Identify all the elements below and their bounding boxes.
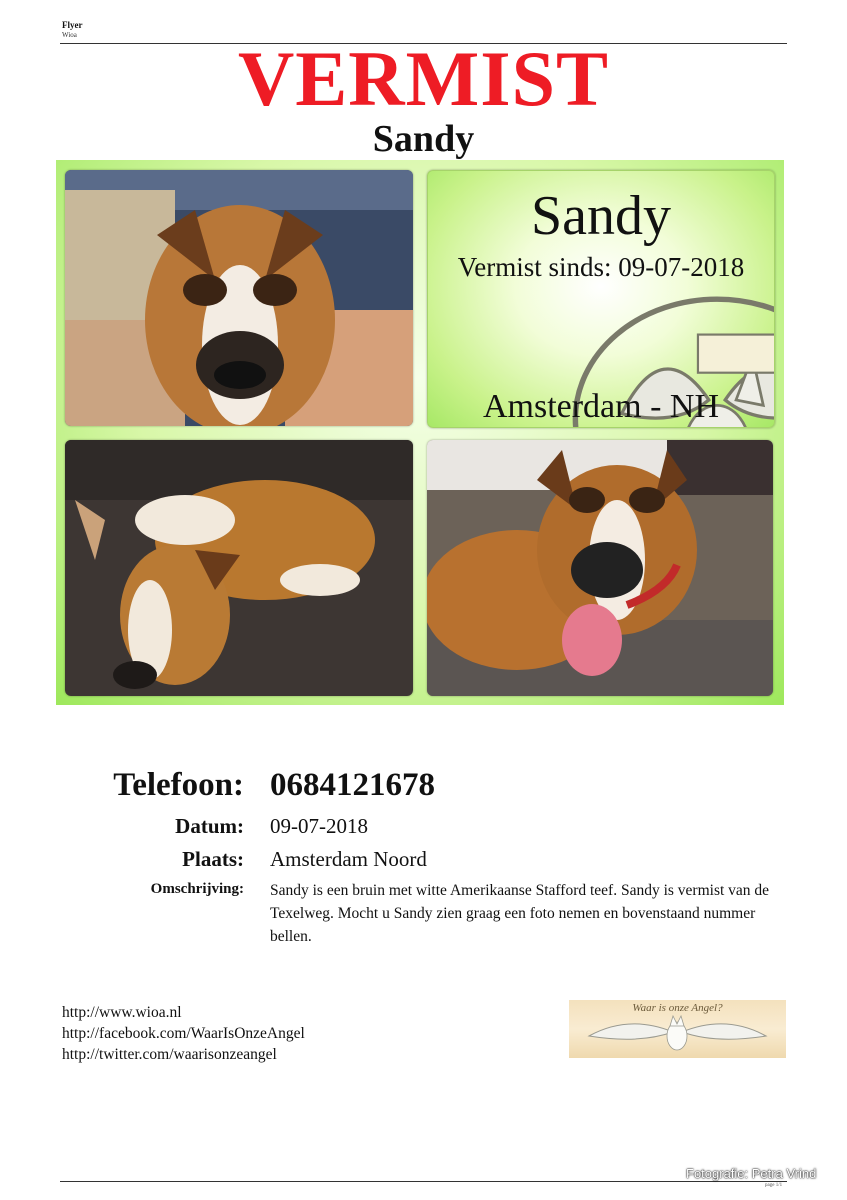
dog-photo-sleeping <box>65 440 413 696</box>
banner-text: Waar is onze Angel? <box>632 1002 723 1014</box>
photo-credit: Fotografie: Petra Vrind <box>686 1166 817 1181</box>
info-card-missing-since: Vermist sinds: 09-07-2018 <box>457 252 745 282</box>
link-website[interactable]: http://www.wioa.nl <box>62 1004 182 1021</box>
header-small-title: Flyer <box>62 20 83 30</box>
description-value: Sandy is een bruin met witte Amerikaanse Stafford teef. Sandy is vermist van de Texelweg. Mocht u Sandy zien graag een foto nemen en bovenstaand nummer bellen. <box>270 882 770 945</box>
flyer-subtitle: Sandy <box>372 118 475 160</box>
place-label: Plaats: <box>182 847 244 871</box>
link-facebook[interactable]: http://facebook.com/WaarIsOnzeAngel <box>62 1025 305 1042</box>
date-label: Datum: <box>175 814 244 838</box>
date-value: 09-07-2018 <box>270 814 368 838</box>
place-value: Amsterdam Noord <box>270 847 427 871</box>
dog-photo-portrait <box>65 170 413 426</box>
flyer-title: VERMIST <box>237 35 610 122</box>
missing-info-card <box>427 170 775 428</box>
info-card-place: Amsterdam - NH <box>482 388 720 425</box>
info-card-name: Sandy <box>531 185 671 247</box>
link-twitter[interactable]: http://twitter.com/waarisonzeangel <box>62 1046 277 1063</box>
phone-value: 0684121678 <box>270 767 435 803</box>
dog-photo-tongue <box>427 440 773 696</box>
bottom-divider <box>60 1181 787 1182</box>
header-small-subtitle: Wioa <box>62 31 77 39</box>
page-number: page 1/1 <box>765 1183 783 1188</box>
contact-links <box>62 1002 305 1065</box>
phone-label: Telefoon: <box>113 767 244 803</box>
description-label: Omschrijving: <box>150 881 244 897</box>
angel-banner <box>569 1000 786 1058</box>
photo-collage <box>56 160 784 705</box>
